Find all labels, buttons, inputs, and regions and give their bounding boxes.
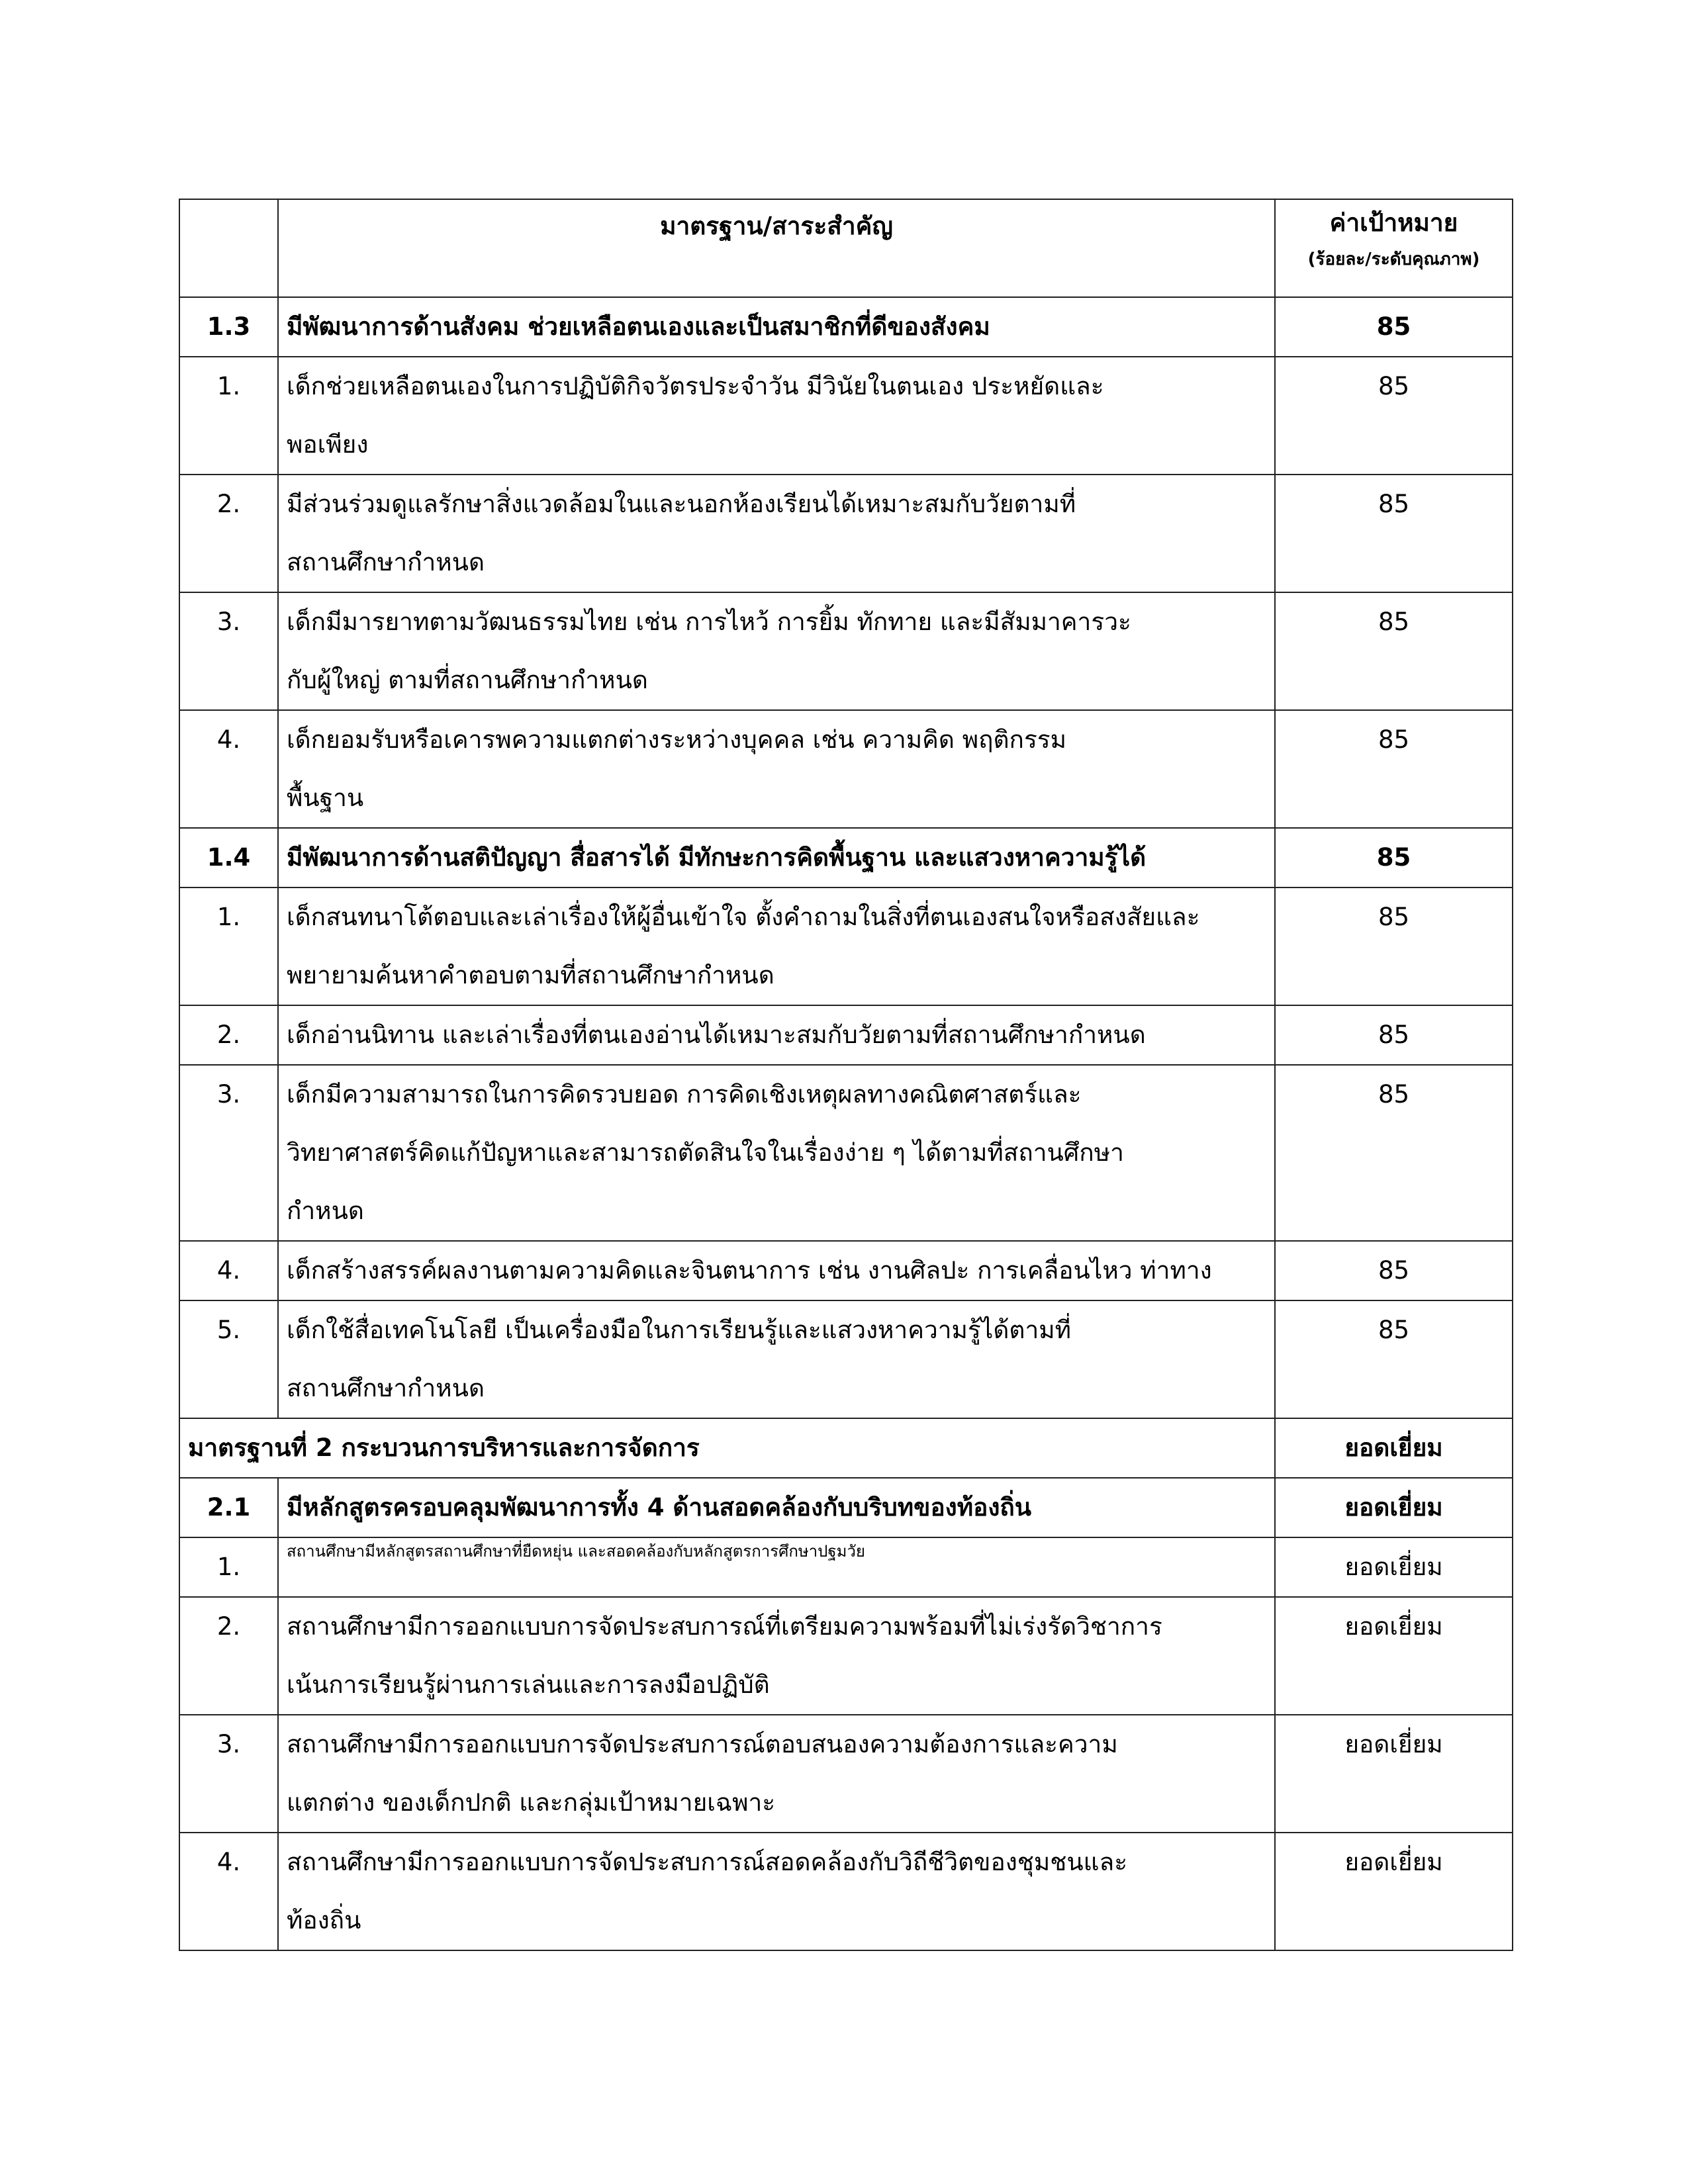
item-target: 85 (1275, 475, 1513, 592)
table-row (179, 1241, 1513, 1300)
item-line: สถานศึกษามีการออกแบบการจัดประสบการณ์ตอบสนองความต้องการและความ (287, 1730, 1118, 1758)
header-target-label: ค่าเป้าหมาย (1329, 208, 1458, 237)
section-code: 2.1 (179, 1478, 278, 1537)
item-number: 3. (179, 1715, 278, 1833)
table-row (179, 475, 1513, 592)
item-text (278, 1715, 1275, 1833)
item-text (278, 1597, 1275, 1715)
item-target: 85 (1275, 710, 1513, 828)
item-line: เด็กใช้สื่อเทคโนโลยี เป็นเครื่องมือในการเรียนรู้และแสวงหาความรู้ได้ตามที่ (287, 1316, 1071, 1344)
item-target: 85 (1275, 1241, 1513, 1300)
table-row (179, 357, 1513, 475)
item-number: 3. (179, 1065, 278, 1241)
item-target: 85 (1275, 1005, 1513, 1065)
item-text (278, 1537, 1275, 1597)
header-target-sublabel: (ร้อยละ/ระดับคุณภาพ) (1307, 250, 1480, 269)
item-line: มีส่วนร่วมดูแลรักษาสิ่งแวดล้อมในและนอกห้องเรียนได้เหมาะสมกับวัยตามที่ (287, 490, 1076, 518)
item-number: 5. (179, 1300, 278, 1418)
table-row (179, 1715, 1513, 1833)
section-row (179, 297, 1513, 357)
table-row (179, 1833, 1513, 1950)
header-target-cell (1275, 199, 1513, 297)
table-row (179, 1005, 1513, 1065)
item-text (278, 1833, 1275, 1950)
table-row (179, 1537, 1513, 1597)
section-code: 1.4 (179, 828, 278, 887)
item-text (278, 887, 1275, 1005)
item-number: 1. (179, 1537, 278, 1597)
item-line: ท้องถิ่น (287, 1906, 361, 1934)
item-target: ยอดเยี่ยม (1275, 1537, 1513, 1597)
item-text (278, 357, 1275, 475)
table-row (179, 1065, 1513, 1241)
standard-row (179, 1418, 1513, 1478)
item-line: พอเพียง (287, 430, 369, 459)
item-number: 4. (179, 1833, 278, 1950)
item-target: ยอดเยี่ยม (1275, 1715, 1513, 1833)
item-line: เด็กมีความสามารถในการคิดรวบยอด การคิดเชิงเหตุผลทางคณิตศาสตร์และ (287, 1080, 1082, 1109)
item-line: วิทยาศาสตร์คิดแก้ปัญหาและสามารถตัดสินใจในเรื่องง่าย ๆ ได้ตามที่สถานศึกษา (287, 1138, 1124, 1167)
item-target: 85 (1275, 357, 1513, 475)
table-row (179, 710, 1513, 828)
item-number: 2. (179, 1005, 278, 1065)
section-row (179, 828, 1513, 887)
section-target: ยอดเยี่ยม (1275, 1478, 1513, 1537)
item-line: สถานศึกษามีการออกแบบการจัดประสบการณ์สอดคล้องกับวิถีชีวิตของชุมชนและ (287, 1848, 1128, 1876)
section-target: 85 (1275, 828, 1513, 887)
item-line: พื้นฐาน (287, 784, 364, 812)
item-line: สถานศึกษามีหลักสูตรสถานศึกษาที่ยืดหยุ่น และสอดคล้องกับหลักสูตรการศึกษาปฐมวัย (287, 1542, 865, 1561)
item-line: กับผู้ใหญ่ ตามที่สถานศึกษากำหนด (287, 666, 648, 694)
section-title: มีพัฒนาการด้านสังคม ช่วยเหลือตนเองและเป็นสมาชิกที่ดีของสังคม (278, 297, 1275, 357)
item-line: เด็กยอมรับหรือเคารพความแตกต่างระหว่างบุคคล เช่น ความคิด พฤติกรรม (287, 725, 1067, 754)
header-num-cell (179, 199, 278, 297)
header-row (179, 199, 1513, 297)
item-line: สถานศึกษามีการออกแบบการจัดประสบการณ์ที่เตรียมความพร้อมที่ไม่เร่งรัดวิชาการ (287, 1612, 1162, 1641)
item-number: 1. (179, 887, 278, 1005)
item-line: เด็กสร้างสรรค์ผลงานตามความคิดและจินตนาการ เช่น งานศิลปะ การเคลื่อนไหว ท่าทาง (287, 1256, 1212, 1285)
section-title: มีหลักสูตรครอบคลุมพัฒนาการทั้ง 4 ด้านสอดคล้องกับบริบทของท้องถิ่น (278, 1478, 1275, 1537)
item-number: 3. (179, 592, 278, 710)
item-line: เด็กอ่านนิทาน และเล่าเรื่องที่ตนเองอ่านได้เหมาะสมกับวัยตามที่สถานศึกษากำหนด (287, 1021, 1146, 1049)
item-line: เด็กสนทนาโต้ตอบและเล่าเรื่องให้ผู้อื่นเข้าใจ ตั้งคำถามในสิ่งที่ตนเองสนใจหรือสงสัยและ (287, 903, 1200, 931)
section-row (179, 1478, 1513, 1537)
item-text (278, 1065, 1275, 1241)
item-line: กำหนด (287, 1197, 364, 1225)
header-standard-cell (278, 199, 1275, 297)
item-number: 1. (179, 357, 278, 475)
item-text (278, 1300, 1275, 1418)
standard-title: มาตรฐานที่ 2 กระบวนการบริหารและการจัดการ (179, 1418, 1275, 1478)
item-line: เด็กมีมารยาทตามวัฒนธรรมไทย เช่น การไหว้ การยิ้ม ทักทาย และมีสัมมาคารวะ (287, 608, 1131, 636)
section-target: 85 (1275, 297, 1513, 357)
item-number: 4. (179, 710, 278, 828)
item-text (278, 1005, 1275, 1065)
item-line: เด็กช่วยเหลือตนเองในการปฏิบัติกิจวัตรประจำวัน มีวินัยในตนเอง ประหยัดและ (287, 372, 1104, 400)
standards-table (179, 199, 1513, 1951)
item-line: พยายามค้นหาคำตอบตามที่สถานศึกษากำหนด (287, 961, 774, 989)
item-line: เน้นการเรียนรู้ผ่านการเล่นและการลงมือปฏิบัติ (287, 1670, 770, 1699)
item-text (278, 592, 1275, 710)
standard-target: ยอดเยี่ยม (1275, 1418, 1513, 1478)
table-row (179, 1300, 1513, 1418)
section-code: 1.3 (179, 297, 278, 357)
item-target: 85 (1275, 1065, 1513, 1241)
header-standard-label: มาตรฐาน/สาระสำคัญ (660, 212, 893, 240)
item-text (278, 710, 1275, 828)
item-target: ยอดเยี่ยม (1275, 1833, 1513, 1950)
item-line: สถานศึกษากำหนด (287, 1374, 485, 1402)
item-line: สถานศึกษากำหนด (287, 548, 485, 576)
item-line: แตกต่าง ของเด็กปกติ และกลุ่มเป้าหมายเฉพาะ (287, 1788, 776, 1817)
item-target: 85 (1275, 1300, 1513, 1418)
table-row (179, 592, 1513, 710)
item-target: 85 (1275, 887, 1513, 1005)
section-title: มีพัฒนาการด้านสติปัญญา สื่อสารได้ มีทักษะการคิดพื้นฐาน และแสวงหาความรู้ได้ (278, 828, 1275, 887)
table-row (179, 1597, 1513, 1715)
item-target: ยอดเยี่ยม (1275, 1597, 1513, 1715)
item-number: 4. (179, 1241, 278, 1300)
item-number: 2. (179, 475, 278, 592)
table-row (179, 887, 1513, 1005)
item-number: 2. (179, 1597, 278, 1715)
item-text (278, 475, 1275, 592)
item-target: 85 (1275, 592, 1513, 710)
item-text (278, 1241, 1275, 1300)
